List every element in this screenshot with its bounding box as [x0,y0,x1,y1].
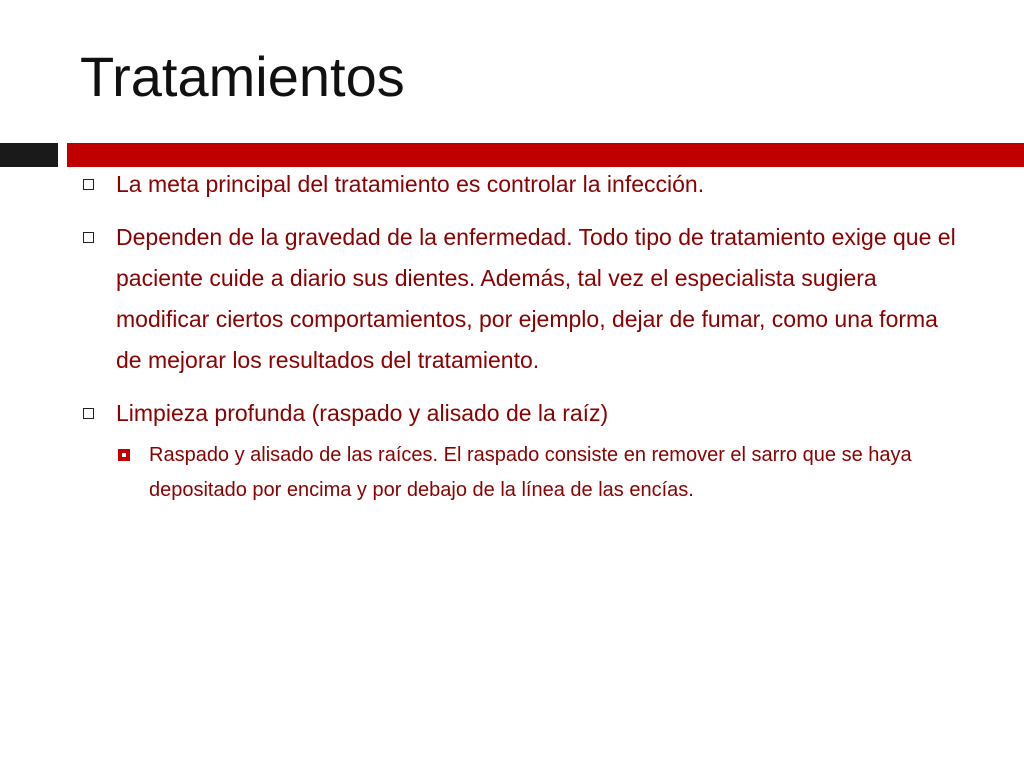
slide-title: Tratamientos [80,45,405,108]
sub-bullet-text: Raspado y alisado de las raíces. El raspado consiste en remover el sarro que se haya depositado por encima y por debajo de la línea de las encías. [149,444,912,501]
slide-content [80,164,960,508]
bullet-item [80,217,960,381]
bullet-item [80,393,960,434]
title-rule-dark [0,143,58,167]
filled-square-bullet-icon [118,449,130,461]
hollow-square-bullet-icon [83,408,94,419]
bullet-text: Limpieza profunda (raspado y alisado de la raíz) [116,400,609,426]
hollow-square-bullet-icon [83,232,94,243]
bullet-item [80,164,960,205]
sub-bullet-item [117,438,960,508]
bullet-text: Dependen de la gravedad de la enfermedad. Todo tipo de tratamiento exige que el paciente cuide a diario sus dientes. Además, tal vez el especialista sugiera modificar ciertos comportamientos, por ejemplo, dejar de fumar, como una forma de mejorar los resultados del tratamiento. [116,224,956,373]
hollow-square-bullet-icon [83,179,94,190]
bullet-text: La meta principal del tratamiento es controlar la infección. [116,171,705,197]
